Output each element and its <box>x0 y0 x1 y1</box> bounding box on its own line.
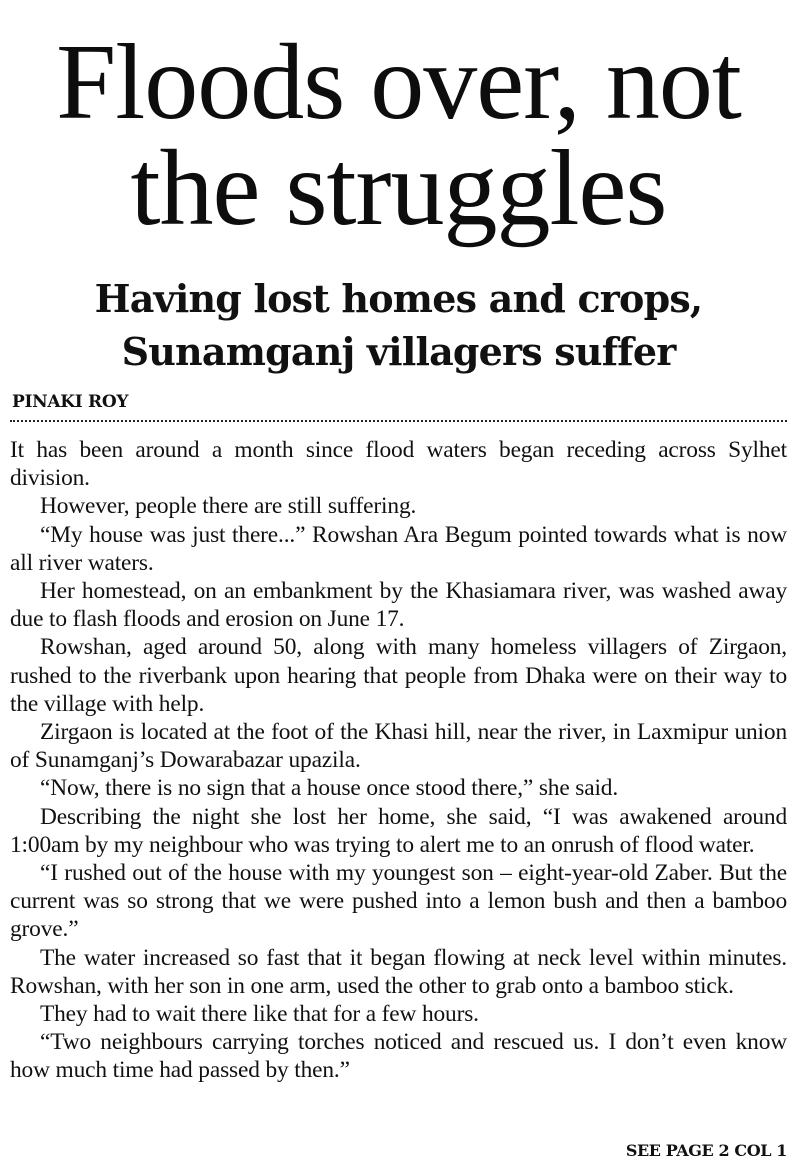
headline <box>0 0 797 248</box>
paragraph: “Now, there is no sign that a house once stood there,” she said. <box>40 775 619 802</box>
paragraph: The water increased so fast that it began flowing at neck level within minutes. Rowshan, with her son in one arm, used the other to grab onto a bamboo stick. <box>10 944 787 999</box>
continued-on-page-link: SEE PAGE 2 COL 1 <box>625 1141 787 1160</box>
dotted-divider <box>10 420 787 422</box>
byline: PINAKI ROY <box>12 392 129 412</box>
paragraph: “I rushed out of the house with my youngest son – eight-year-old Zaber. But the current was so strong that we were pushed into a lemon bush and then a bamboo grove.” <box>10 860 787 943</box>
paragraph: Describing the night she lost her home, she said, “I was awakened around 1:00am by my neighbour who was trying to alert me to an onrush of flood water. <box>10 803 787 858</box>
headline-line: Floods over, not <box>56 23 741 142</box>
paragraph: “Two neighbours carrying torches noticed and rescued us. I don’t even know how much time had passed by then.” <box>10 1029 787 1084</box>
paragraph: “My house was just there...” Rowshan Ara Begum pointed towards what is now all river waters. <box>10 521 787 576</box>
paragraph: However, people there are still suffering. <box>40 493 417 520</box>
subheadline-line: Sunamganj villagers suffer <box>121 329 676 374</box>
paragraph: They had to wait there like that for a few hours. <box>40 1001 479 1028</box>
subheadline-line: Having lost homes and crops, <box>94 276 703 321</box>
paragraph: Rowshan, aged around 50, along with many homeless villagers of Zirgaon, rushed to the riverbank upon hearing that people from Dhaka were on their way to the village with help. <box>10 634 787 717</box>
paragraph: Zirgaon is located at the foot of the Khasi hill, near the river, in Laxmipur union of Sunamganj’s Dowarabazar upazila. <box>10 719 787 774</box>
headline-line: the struggles <box>130 129 667 248</box>
article-body <box>10 436 787 1085</box>
subheadline <box>0 272 797 378</box>
paragraph: It has been around a month since flood waters began receding across Sylhet division. <box>10 437 787 492</box>
paragraph: Her homestead, on an embankment by the Khasiamara river, was washed away due to flash floods and erosion on June 17. <box>10 578 787 633</box>
